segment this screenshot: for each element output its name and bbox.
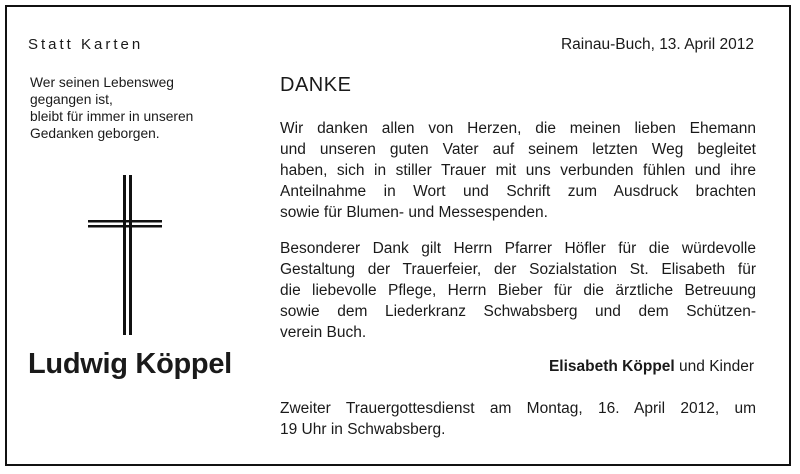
text-line: Besonderer Dank gilt Herrn Pfarrer Höfler für die würdevolle	[280, 240, 756, 257]
signature	[549, 358, 754, 376]
motto-line: gegangen ist,	[30, 92, 113, 107]
text-line: und unseren guten Vater auf seinem letzten Weg begleitet	[280, 141, 756, 158]
deceased-name: Ludwig Köppel	[28, 348, 232, 380]
text-line: Anteilnahme in Wort und Schrift zum Ausdruck brachten	[280, 183, 756, 200]
motto	[30, 74, 250, 142]
signature-name: Elisabeth Köppel	[548, 358, 675, 375]
place-date: Rainau-Buch, 13. April 2012	[560, 36, 754, 53]
signature-suffix: und Kinder	[674, 358, 754, 375]
text-line: die liebevolle Pflege, Herrn Bieber für die ärztliche Betreuung	[280, 282, 756, 299]
text-line: verein Buch.	[280, 324, 367, 341]
text-line: Wir danken allen von Herzen, die meinen lieben Ehemann	[280, 120, 756, 137]
statt-karten-label: Statt Karten	[28, 36, 144, 53]
motto-line: Gedanken geborgen.	[30, 126, 160, 141]
text-line: Gestaltung der Trauerfeier, der Sozialstation St. Elisabeth für	[280, 261, 756, 278]
text-line: sowie für Blumen- und Messespenden.	[280, 204, 548, 221]
text-line: 19 Uhr in Schwabsberg.	[280, 421, 446, 438]
motto-line: bleibt für immer in unseren	[30, 109, 194, 124]
motto-line: Wer seinen Lebensweg	[30, 75, 174, 90]
special-thanks-paragraph	[280, 238, 756, 343]
text-line: sowie dem Liederkranz Schwabsberg und dem Schützen-	[280, 303, 756, 320]
text-line: Zweiter Trauergottesdienst am Montag, 16. April 2012, um	[280, 400, 756, 417]
thanks-paragraph	[280, 118, 756, 223]
notice-title: DANKE	[280, 74, 352, 96]
service-paragraph	[280, 398, 756, 440]
text-line: haben, sich in stiller Trauer mit uns verbunden fühlen und ihre	[280, 162, 756, 179]
cross-icon	[88, 175, 162, 335]
